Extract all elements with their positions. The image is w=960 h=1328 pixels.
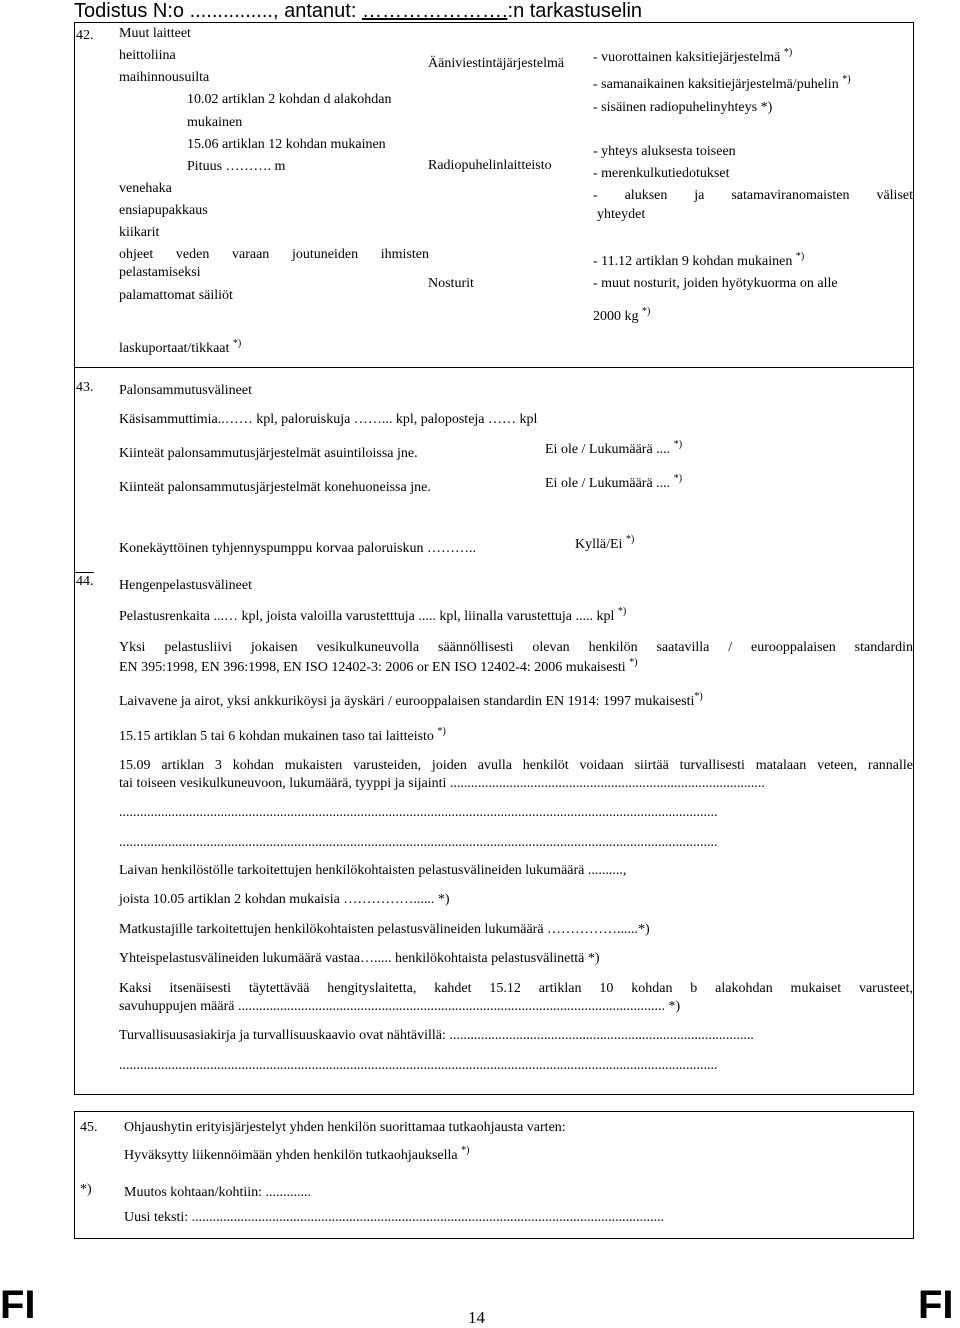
header-dots-2: …………………. <box>361 0 508 22</box>
footer-lang-left: FI <box>0 1283 36 1327</box>
footnote-mark: *) <box>461 1145 470 1156</box>
footer-lang-right: FI <box>918 1283 954 1327</box>
single-radar-approval-text: Hyväksytty liikennöimään yhden henkilön tutkaohjauksella <box>124 1148 458 1163</box>
item-venehaka: venehaka <box>119 181 172 196</box>
item-maihinnousu: maihinnousuilta <box>119 70 210 85</box>
amendment-star: *) <box>80 1182 92 1197</box>
header-mid: , antanut: <box>272 0 357 22</box>
item-sailiot: palamattomat säiliöt <box>119 288 233 303</box>
crew-lifesaving-10-05: joista 10.05 artiklan 2 kohdan mukaisia ……………...... *) <box>119 892 450 907</box>
footnote-mark: *) <box>795 251 805 262</box>
fixed-systems-living: Kiinteät palonsammutusjärjestelmät asuintiloissa jne. <box>119 446 418 461</box>
footer-page-number: 14 <box>468 1308 485 1327</box>
footnote-mark: *) <box>629 657 638 668</box>
item-pituus: Pituus ………. m <box>187 159 286 174</box>
section-43-number: 43. <box>76 380 94 395</box>
item-ohjeet: ohjeet veden varaan joutuneiden ihmisten <box>119 247 429 262</box>
opt-aluksen-2: yhteydet <box>597 207 646 222</box>
section-42-right-border <box>913 22 914 367</box>
opt-samanaikainen-label: - samanaikainen kaksitiejärjestelmä/puhelin <box>593 77 839 92</box>
lifebuoys <box>119 606 627 625</box>
header-rule <box>74 22 914 23</box>
lifeboat-text: Laivavene ja airot, yksi ankkuriköysi ja äyskäri / eurooppalaisen standardin EN 1914: 1997 mukaisesti <box>119 694 695 709</box>
opt-2000kg-label: 2000 kg <box>593 309 639 324</box>
item-heittoliina: heittoliina <box>119 48 176 63</box>
lifeboat <box>119 691 703 710</box>
page-header <box>74 0 864 23</box>
collective-lifesaving: Yhteispelastusvälineiden lukumäärä vastaa…..... henkilökohtaista pelastusvälinettä *) <box>119 951 600 966</box>
header-prefix: Todistus N:o <box>74 0 185 22</box>
opt-aluksen: - aluksen ja satamaviranomaisten väliset <box>593 188 913 203</box>
transfer-line-2: tai toiseen vesikulkuneuvoon, lukumäärä, tyyppi ja sijainti .......................................................................................... <box>119 776 765 791</box>
header-suffix: :n tarkastuselin <box>507 0 643 22</box>
lifebuoys-text: Pelastusrenkaita ...… kpl, joista valoilla varustetttuja ..... kpl, liinalla varustettuja ..... kpl <box>119 609 615 624</box>
item-ref-10-02: 10.02 artiklan 2 kohdan d alakohdan <box>187 92 392 107</box>
fixed-systems-engine: Kiinteät palonsammutusjärjestelmät konehuoneissa jne. <box>119 480 431 495</box>
label-radiopuhelin: Radiopuhelinlaitteisto <box>428 158 552 173</box>
transfer-dots-1: ........................................................................................................................................................................... <box>119 805 718 820</box>
breathing-apparatus-1: Kaksi itsenäisesti täytettävää hengityslaitetta, kahdet 15.12 artiklan 10 kohdan b alakohdan mukaiset varusteet, <box>119 981 913 996</box>
opt-sisainen: - sisäinen radiopuhelinyhteys *) <box>593 100 773 115</box>
item-kiikarit: kiikarit <box>119 225 160 240</box>
footnote-mark: *) <box>694 691 703 702</box>
opt-merenkulku: - merenkulkutiedotukset <box>593 166 730 181</box>
opt-samanaikainen <box>593 74 851 93</box>
footnote-mark: *) <box>642 306 651 317</box>
section-43-title: Palonsammutusvälineet <box>119 383 252 398</box>
footnote-mark: *) <box>437 726 446 737</box>
footnote-mark: *) <box>625 534 635 545</box>
crew-lifesaving: Laivan henkilöstölle tarkoitettujen henkilökohtaisten pelastusvälineiden lukumäärä .........., <box>119 863 627 878</box>
footnote-mark: *) <box>232 338 242 349</box>
safety-documents: Turvallisuusasiakirja ja turvallisuuskaavio ovat nähtävillä: ....................................................................................... <box>119 1028 754 1043</box>
item-ensiapupakkaus: ensiapupakkaus <box>119 203 208 218</box>
opt-yhteys: - yhteys aluksesta toiseen <box>593 144 736 159</box>
opt-2000kg <box>593 306 651 325</box>
safety-dots: ........................................................................................................................................................................... <box>119 1058 718 1073</box>
footnote-mark: *) <box>842 74 851 85</box>
fixed-systems-engine-value-text: Ei ole / Lukumäärä .... <box>545 476 671 491</box>
section-42-left-border <box>74 22 75 367</box>
item-laskuportaat-label: laskuportaat/tikkaat <box>119 341 230 356</box>
lifejacket-line-2 <box>119 657 638 676</box>
item-ohjeet-2: pelastamiseksi <box>119 265 201 280</box>
opt-vuorottainen-label: - vuorottainen kaksitiejärjestelmä <box>593 50 781 65</box>
platform-text: 15.15 artiklan 5 tai 6 kohdan mukainen taso tai laitteisto <box>119 729 434 744</box>
new-text-field: Uusi teksti: ....................................................................................................................................... <box>124 1210 665 1225</box>
platform <box>119 726 446 745</box>
fixed-systems-living-value <box>545 439 683 458</box>
breathing-apparatus-2: savuhuppujen määrä .......................................................................................................................... *) <box>119 999 681 1014</box>
transfer-dots-2: ........................................................................................................................................................................... <box>119 835 718 850</box>
fixed-systems-engine-value <box>545 473 683 492</box>
section-44-divider <box>74 572 94 573</box>
label-aaniviestinta: Ääniviestintäjärjestelmä <box>428 56 565 71</box>
pump-value-text: Kyllä/Ei <box>575 537 623 552</box>
pump: Konekäyttöinen tyhjennyspumppu korvaa paloruiskun ……….. <box>119 541 476 556</box>
footnote-mark: *) <box>673 473 683 484</box>
item-laskuportaat <box>119 338 242 357</box>
fixed-systems-living-value-text: Ei ole / Lukumäärä .... <box>545 442 671 457</box>
item-ref-15-06: 15.06 artiklan 12 kohdan mukainen <box>187 137 386 152</box>
fire-extinguishers: Käsisammuttimia..…… kpl, paloruiskuja ……... kpl, paloposteja …… kpl <box>119 412 538 427</box>
opt-muut-nosturit: - muut nosturit, joiden hyötykuorma on alle <box>593 276 838 291</box>
item-ref-10-02-b: mukainen <box>187 115 243 130</box>
footnote-mark: *) <box>617 606 627 617</box>
opt-11-12-label: - 11.12 artiklan 9 kohdan mukainen <box>593 254 793 269</box>
label-nosturit: Nosturit <box>428 276 474 291</box>
header-dots-1: ............... <box>189 0 273 22</box>
amendment-field: Muutos kohtaan/kohtiin: ............. <box>124 1185 312 1200</box>
pump-value <box>575 534 635 553</box>
lifejacket-line-1: Yksi pelastusliivi jokaisen vesikulkuneuvolla säännöllisesti olevan henkilön saatavilla / eurooppalaisen standardin <box>119 640 913 655</box>
section-45-title: Ohjaushytin erityisjärjestelyt yhden henkilön suorittamaa tutkaohjausta varten: <box>124 1120 566 1135</box>
section-45-number: 45. <box>80 1120 98 1135</box>
opt-vuorottainen <box>593 47 793 66</box>
section-42-title: Muut laitteet <box>119 26 191 41</box>
transfer-line-1: 15.09 artiklan 3 kohdan mukaisten varusteiden, joiden avulla henkilöt voidaan siirtää turvallisesti matalaan veteen, rannalle <box>119 758 913 773</box>
single-radar-approval <box>124 1145 470 1164</box>
passenger-lifesaving: Matkustajille tarkoitettujen henkilökohtaisten pelastusvälineiden lukumäärä ……………......*) <box>119 922 650 937</box>
footnote-mark: *) <box>783 47 793 58</box>
lifejacket-line-2-text: EN 395:1998, EN 396:1998, EN ISO 12402-3: 2006 or EN ISO 12402-4: 2006 mukaisesti <box>119 660 626 675</box>
opt-11-12 <box>593 251 805 270</box>
section-44-number: 44. <box>76 574 94 589</box>
section-44-title: Hengenpelastusvälineet <box>119 578 252 593</box>
section-42-number: 42. <box>76 28 94 43</box>
footnote-mark: *) <box>673 439 683 450</box>
